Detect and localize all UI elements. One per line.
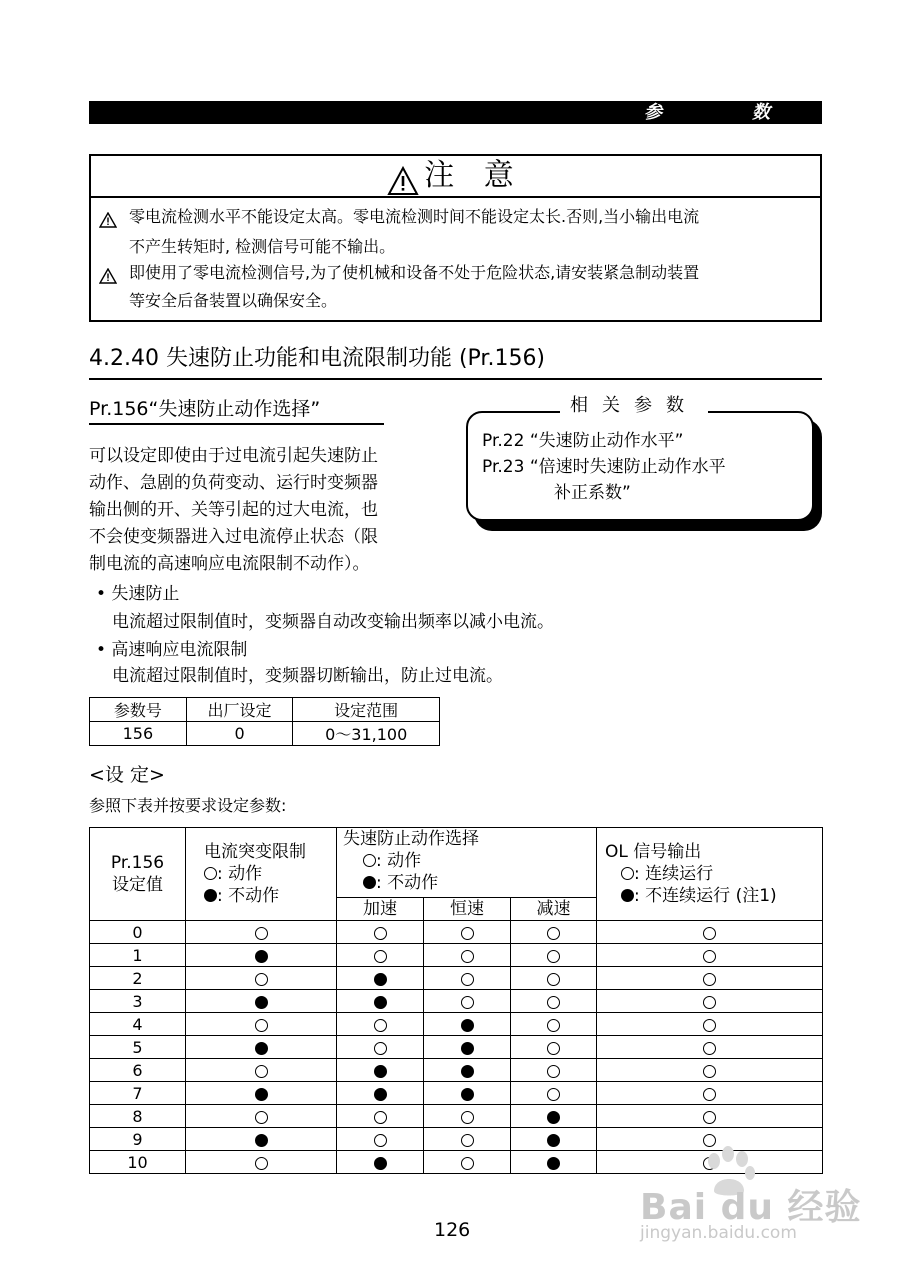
status-cell <box>597 1082 823 1105</box>
caution-title-row <box>91 156 820 198</box>
open-circle-icon <box>255 1157 268 1170</box>
filled-circle-icon <box>374 1157 387 1170</box>
status-cell <box>511 921 597 944</box>
status-cell <box>186 990 337 1013</box>
param-table <box>89 697 440 746</box>
status-cell <box>337 944 424 967</box>
status-cell <box>511 944 597 967</box>
status-cell <box>337 1105 424 1128</box>
setting-value-cell: 0 <box>90 921 186 944</box>
status-cell <box>186 1082 337 1105</box>
setting-value-cell: 3 <box>90 990 186 1013</box>
open-circle-icon <box>703 1065 716 1078</box>
status-cell <box>597 944 823 967</box>
open-circle-icon <box>703 1088 716 1101</box>
status-cell <box>424 967 511 990</box>
status-cell <box>597 967 823 990</box>
header-current-limit <box>186 828 337 921</box>
status-cell <box>511 990 597 1013</box>
open-circle-icon <box>703 927 716 940</box>
status-cell <box>424 1151 511 1174</box>
legend-open-text: : 动作 <box>376 851 422 871</box>
status-cell <box>186 1105 337 1128</box>
warning-icon <box>99 212 117 228</box>
open-circle-icon <box>703 996 716 1009</box>
related-param-line: Pr.22 “失速防止动作水平” <box>482 431 684 451</box>
caution-item-line1: 零电流检测水平不能设定太高。零电流检测时间不能设定太长.否则,当小输出电流 <box>129 207 700 226</box>
filled-circle-icon <box>547 1134 560 1147</box>
status-cell <box>511 1082 597 1105</box>
caution-item-line2: 不产生转矩时, 检测信号可能不输出。 <box>129 237 396 256</box>
status-cell <box>597 921 823 944</box>
section-divider <box>89 378 822 380</box>
caution-item-line1: 即使用了零电流检测信号,为了使机械和设备不处于危险状态,请安装紧急制动装置 <box>129 263 700 282</box>
open-circle-icon <box>374 1019 387 1032</box>
filled-circle-icon <box>255 996 268 1009</box>
open-circle-icon <box>547 927 560 940</box>
open-circle-icon <box>461 950 474 963</box>
filled-circle-icon <box>547 1111 560 1124</box>
filled-circle-icon <box>461 1065 474 1078</box>
open-circle-icon <box>547 950 560 963</box>
caution-title: 注 意 <box>424 158 524 193</box>
status-cell <box>424 990 511 1013</box>
status-cell <box>597 1036 823 1059</box>
status-cell <box>186 967 337 990</box>
table-row <box>90 1059 823 1082</box>
legend-fill-text: : 不动作 <box>376 873 439 893</box>
open-circle-icon <box>255 1111 268 1124</box>
status-cell <box>511 1151 597 1174</box>
open-circle-icon <box>547 996 560 1009</box>
related-params-box <box>466 411 814 521</box>
status-cell <box>186 1036 337 1059</box>
status-cell <box>511 1128 597 1151</box>
open-circle-icon <box>374 1111 387 1124</box>
header-setting-value <box>90 828 186 921</box>
table-header-cell: 参数号 <box>90 698 187 722</box>
open-circle-icon <box>255 1019 268 1032</box>
status-cell <box>337 921 424 944</box>
subheader-accel: 加速 <box>337 898 424 921</box>
filled-circle-icon <box>621 889 634 902</box>
watermark-brand: Bai du 经验 <box>640 1187 862 1228</box>
status-cell <box>597 1105 823 1128</box>
description-line: 制电流的高速响应电流限制不动作）。 <box>89 554 370 574</box>
watermark <box>640 1145 862 1245</box>
status-cell <box>186 1059 337 1082</box>
table-row <box>90 921 823 944</box>
open-circle-icon <box>204 867 217 880</box>
setting-value-cell: 1 <box>90 944 186 967</box>
filled-circle-icon <box>363 876 376 889</box>
bullet-text: 电流超过限制值时，变频器切断输出，防止过电流。 <box>112 666 503 686</box>
open-circle-icon <box>255 927 268 940</box>
table-cell: 0 <box>186 722 293 746</box>
bullet-label: • 高速响应电流限制 <box>96 640 248 660</box>
related-param-line: 补正系数” <box>554 483 631 503</box>
caution-item-line2: 等安全后备装置以确保安全。 <box>129 291 338 310</box>
table-cell: 156 <box>90 722 187 746</box>
setting-value-cell: 8 <box>90 1105 186 1128</box>
filled-circle-icon <box>255 1042 268 1055</box>
legend-fill-text: : 不连续运行 (注1) <box>634 886 777 906</box>
open-circle-icon <box>547 1088 560 1101</box>
status-cell <box>186 944 337 967</box>
open-circle-icon <box>703 950 716 963</box>
filled-circle-icon <box>374 1065 387 1078</box>
status-cell <box>337 990 424 1013</box>
status-cell <box>424 921 511 944</box>
description-line: 输出侧的开、关等引起的过大电流，也 <box>89 500 378 520</box>
status-cell <box>511 1105 597 1128</box>
open-circle-icon <box>461 1134 474 1147</box>
table-row <box>90 1082 823 1105</box>
setting-instruction: 参照下表并按要求设定参数: <box>89 796 287 815</box>
header-stall-prevention <box>337 828 597 898</box>
table-row <box>90 1105 823 1128</box>
header-ol-title: OL 信号输出 <box>605 842 702 862</box>
open-circle-icon <box>374 1134 387 1147</box>
status-cell <box>186 1013 337 1036</box>
status-cell <box>597 1059 823 1082</box>
status-cell <box>511 1059 597 1082</box>
table-row <box>90 1013 823 1036</box>
table-header-row <box>90 828 823 898</box>
table-row <box>90 698 440 722</box>
setting-value-cell: 7 <box>90 1082 186 1105</box>
page-number: 126 <box>434 1219 471 1241</box>
filled-circle-icon <box>461 1019 474 1032</box>
watermark-url: jingyan.baidu.com <box>640 1223 797 1243</box>
open-circle-icon <box>461 1111 474 1124</box>
table-header-cell: 出厂设定 <box>186 698 293 722</box>
status-cell <box>337 1128 424 1151</box>
filled-circle-icon <box>255 1088 268 1101</box>
status-cell <box>337 1151 424 1174</box>
status-cell <box>597 990 823 1013</box>
bullet-label: • 失速防止 <box>96 584 180 604</box>
filled-circle-icon <box>547 1157 560 1170</box>
setting-value-cell: 9 <box>90 1128 186 1151</box>
open-circle-icon <box>703 973 716 986</box>
status-cell <box>511 967 597 990</box>
open-circle-icon <box>374 927 387 940</box>
status-cell <box>337 1036 424 1059</box>
open-circle-icon <box>703 1111 716 1124</box>
header-setting-line2: 设定值 <box>112 875 163 895</box>
table-row <box>90 1036 823 1059</box>
section-title: 4.2.40 失速防止功能和电流限制功能 (Pr.156) <box>89 346 546 371</box>
setting-value-cell: 10 <box>90 1151 186 1174</box>
warning-icon <box>99 268 117 284</box>
table-row <box>90 967 823 990</box>
filled-circle-icon <box>374 973 387 986</box>
legend-open-text: : 动作 <box>217 864 263 884</box>
open-circle-icon <box>363 854 376 867</box>
setting-value-cell: 4 <box>90 1013 186 1036</box>
description-line: 不会使变频器进入过电流停止状态（限 <box>89 527 378 547</box>
status-cell <box>424 1105 511 1128</box>
filled-circle-icon <box>204 889 217 902</box>
filled-circle-icon <box>374 996 387 1009</box>
description-line: 动作、急剧的负荷变动、运行时变频器 <box>89 473 378 493</box>
open-circle-icon <box>703 1042 716 1055</box>
header-stall-title: 失速防止动作选择 <box>343 829 479 849</box>
subsection-underline <box>89 423 384 425</box>
open-circle-icon <box>461 973 474 986</box>
status-cell <box>337 1082 424 1105</box>
legend-fill-text: : 不动作 <box>217 886 280 906</box>
setting-heading: <设 定> <box>89 764 165 786</box>
header-bar <box>89 101 822 124</box>
status-cell <box>511 1013 597 1036</box>
status-cell <box>186 1128 337 1151</box>
open-circle-icon <box>255 973 268 986</box>
filled-circle-icon <box>461 1042 474 1055</box>
open-circle-icon <box>703 1019 716 1032</box>
table-row <box>90 722 440 746</box>
related-param-line: Pr.23 “倍速时失速防止动作水平 <box>482 457 726 477</box>
filled-circle-icon <box>255 1134 268 1147</box>
open-circle-icon <box>461 927 474 940</box>
caution-item <box>99 260 814 316</box>
status-cell <box>597 1013 823 1036</box>
header-current-title: 电流突变限制 <box>204 842 306 862</box>
open-circle-icon <box>547 1019 560 1032</box>
caution-box <box>89 154 822 322</box>
status-cell <box>186 1151 337 1174</box>
status-cell <box>424 944 511 967</box>
header-left: 参 <box>644 102 662 123</box>
legend-open-text: : 连续运行 <box>634 864 714 884</box>
description-line: 可以设定即使由于过电流引起失速防止 <box>89 446 378 466</box>
status-cell <box>511 1036 597 1059</box>
table-row <box>90 990 823 1013</box>
status-cell <box>186 921 337 944</box>
open-circle-icon <box>547 1042 560 1055</box>
header-setting-line1: Pr.156 <box>110 853 165 873</box>
status-cell <box>337 1013 424 1036</box>
open-circle-icon <box>374 950 387 963</box>
header-right: 数 <box>752 102 770 123</box>
subheader-decel: 减速 <box>511 898 597 921</box>
open-circle-icon <box>547 973 560 986</box>
settings-table <box>89 827 823 1174</box>
open-circle-icon <box>461 1157 474 1170</box>
setting-value-cell: 5 <box>90 1036 186 1059</box>
warning-icon <box>387 166 419 196</box>
subsection-title: Pr.156“失速防止动作选择” <box>89 398 321 420</box>
filled-circle-icon <box>255 950 268 963</box>
table-header-cell: 设定范围 <box>293 698 440 722</box>
status-cell <box>424 1128 511 1151</box>
caution-item <box>99 204 814 260</box>
open-circle-icon <box>461 996 474 1009</box>
setting-value-cell: 2 <box>90 967 186 990</box>
status-cell <box>424 1082 511 1105</box>
filled-circle-icon <box>461 1088 474 1101</box>
subheader-const: 恒速 <box>424 898 511 921</box>
setting-value-cell: 6 <box>90 1059 186 1082</box>
open-circle-icon <box>621 867 634 880</box>
status-cell <box>337 1059 424 1082</box>
table-cell: 0～31,100 <box>293 722 440 746</box>
status-cell <box>424 1013 511 1036</box>
status-cell <box>337 967 424 990</box>
bullet-text: 电流超过限制值时，变频器自动改变输出频率以减小电流。 <box>112 612 554 632</box>
status-cell <box>424 1059 511 1082</box>
open-circle-icon <box>255 1065 268 1078</box>
open-circle-icon <box>547 1065 560 1078</box>
open-circle-icon <box>374 1042 387 1055</box>
related-params-title: 相关参数 <box>560 393 708 419</box>
header-ol-output <box>597 828 823 921</box>
table-row <box>90 944 823 967</box>
filled-circle-icon <box>374 1088 387 1101</box>
status-cell <box>424 1036 511 1059</box>
